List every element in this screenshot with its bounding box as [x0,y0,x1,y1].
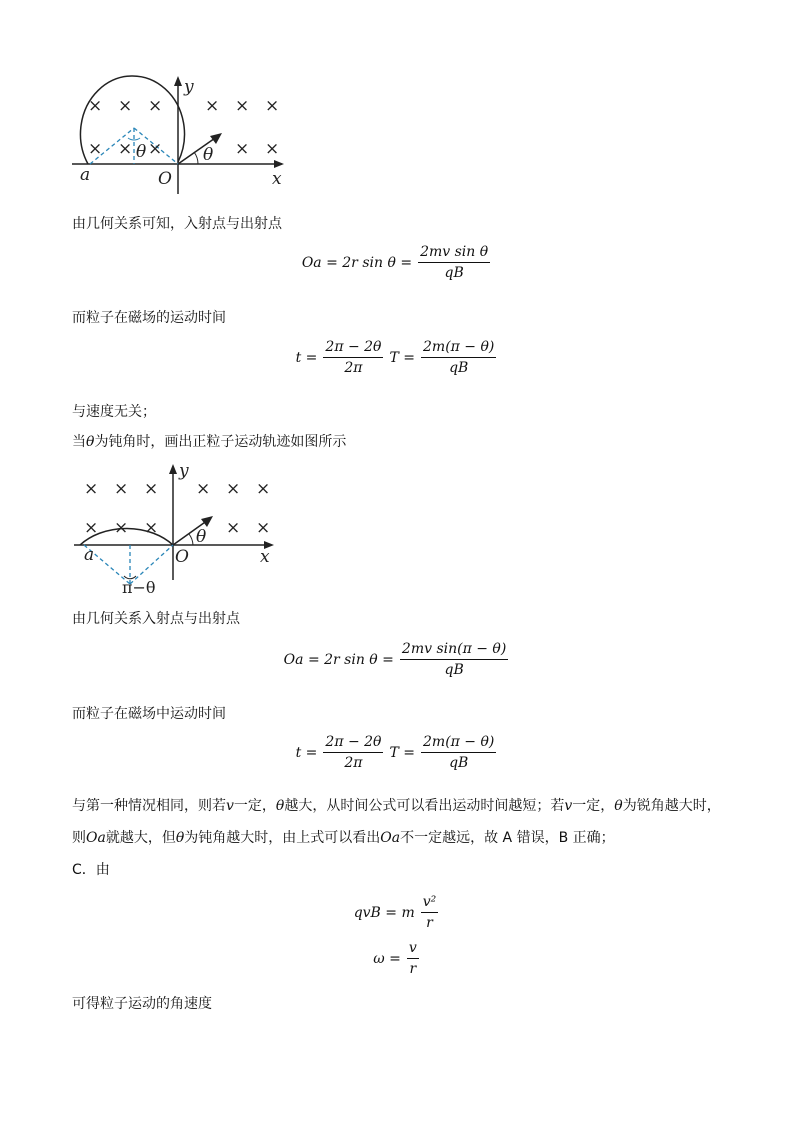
cross-mark: × [114,479,129,499]
equation-time-obtuse: t = $\frac{2\pi - 2\theta}{2\pi}$ T = $\frac{2m(\pi - \theta)}{qB}$ [295,734,495,771]
theta-arc [189,534,193,545]
figure-acute-angle [60,62,300,197]
label-y: y [179,461,189,481]
cross-mark: × [118,139,133,159]
cross-mark: × [196,479,211,499]
label-x: x [272,169,282,189]
label-a: a [80,165,91,185]
paragraph: 由几何关系可知，入射点与出射点 [72,216,282,232]
cross-mark: × [235,139,250,159]
equation-oa-obtuse: Oa = 2r sin θ = $\frac{\text{2mv sin(π − θ)}}{qB}$ [283,641,507,678]
velocity-arrowhead [201,516,213,527]
cross-mark: × [205,96,220,116]
paragraph: 由几何关系入射点与出射点 [72,611,240,627]
label-a: a [84,545,95,565]
cross-mark: × [148,96,163,116]
theta-arc [194,152,198,164]
cross-mark: × [88,96,103,116]
paragraph: 当θ为钝角时，画出正粒子运动轨迹如图所示 [72,434,347,450]
x-axis-arrow [274,160,284,168]
cross-mark: × [256,479,271,499]
y-axis-arrow [174,76,182,86]
cross-mark: × [265,139,280,159]
cross-mark: × [256,518,271,538]
equation-lorentz: qvB = m $\frac{\text{v²}}{r}$ [353,894,437,931]
cross-mark: × [235,96,250,116]
label-pi-minus-theta: π−θ [122,578,156,596]
paragraph: 与速度无关； [72,404,156,420]
cross-mark: × [148,139,163,159]
figure-obtuse-angle [60,456,300,596]
label-x: x [260,547,270,567]
label-theta-inner: θ [136,142,147,162]
y-axis-arrow [169,464,177,474]
paragraph: 而粒子在磁场中运动时间 [72,706,226,722]
equation-angular-velocity: ω = $\frac{v}{r}$ [373,940,417,977]
cross-mark: × [88,139,103,159]
paragraph: 而粒子在磁场的运动时间 [72,310,226,326]
cross-mark: × [226,518,241,538]
cross-mark: × [144,518,159,538]
paragraph-conclusion: 与第一种情况相同，则若v一定，θ越大，从时间公式可以看出运动时间越短；若v一定，θ为锐角越大时，则Oa就越大，但θ为钝角越大时，由上式可以看出Oa不一定越远，故 A 错误，B 正确； [72,798,721,846]
equation-time-acute: t = $\frac{2\pi - 2\theta}{2\pi}$ T = $\frac{2m(\pi - \theta)}{qB}$ [295,339,495,376]
cross-mark: × [118,96,133,116]
label-y: y [184,77,194,97]
cross-mark: × [226,479,241,499]
paragraph: C．由 [72,862,110,878]
label-origin: O [175,547,189,567]
cross-mark: × [144,479,159,499]
cross-mark: × [84,479,99,499]
cross-mark: × [114,518,129,538]
velocity-arrowhead [210,133,222,144]
label-origin: O [158,169,172,189]
label-theta-velocity: θ [203,145,214,165]
label-theta-velocity: θ [196,527,207,547]
cross-mark: × [265,96,280,116]
equation-oa-acute: Oa = 2r sin θ = $\frac{\text{2mv sin θ}}{qB}$ [301,244,489,281]
cross-mark: × [84,518,99,538]
paragraph: 可得粒子运动的角速度 [72,996,212,1012]
